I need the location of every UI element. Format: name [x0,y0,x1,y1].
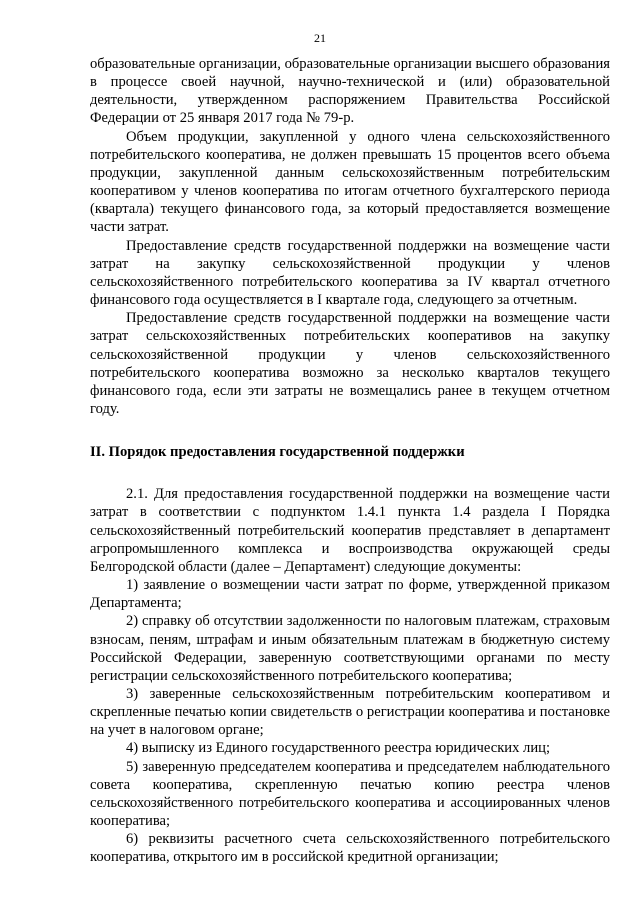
list-item: 4) выписку из Единого государственного реестра юридических лиц; [126,740,551,757]
paragraph: Предоставление средств государственной поддержки на возмещение части затрат на закупку сельскохозяйственной продукции у членов сельскохозяйственного потребительского кооператива за IV квартал отчетного финансового года осуществляется в I квартале года, следующего за отчетным. [90,237,610,309]
list-item: 6) реквизиты расчетного счета сельскохозяйственного потребительского кооператива, открытого им в российской кредитной организации; [90,831,610,866]
paragraphs-after-heading [90,485,610,866]
list-item: 5) заверенную председателем кооператива и председателем наблюдательного совета кооператива, скрепленную печатью копию реестра членов сельскохозяйственного потребительского кооператива и ассоциированных членов кооператива; [90,758,610,830]
list-item: 3) заверенные сельскохозяйственным потребительским кооперативом и скрепленные печатью копии свидетельств о регистрации кооператива и постановке на учет в налоговом органе; [90,686,610,739]
paragraph: Предоставление средств государственной поддержки на возмещение части затрат сельскохозяйственных потребительских кооперативов на закупку сельскохозяйственной продукции у членов сельскохозяйственного потребительского кооператива возможно за несколько кварталов текущего финансового года, если эти затраты не возмещались ранее в текущем отчетном году. [90,310,610,417]
list-item: 1) заявление о возмещении части затрат по форме, утвержденной приказом Департамента; [90,577,610,612]
paragraph: образовательные организации, образовательные организации высшего образования в процессе своей научной, научно-технической и (или) образовательной деятельности, утвержденном распоряжением Правительства Российской Федерации от 25 января 2017 года № 79-р. [90,56,610,127]
section-heading: II. Порядок предоставления государственной поддержки [90,444,465,461]
page-number: 21 [314,31,326,45]
list-item: 2) справку об отсутствии задолженности по налоговым платежам, страховым взносам, пеням, штрафам и иным обязательным платежам в бюджетную систему Российской Федерации, заверенную соответствующими органами по месту регистрации сельскохозяйственного потребительского кооператива; [90,613,610,684]
paragraphs-before-heading [90,55,610,418]
document-body [90,55,610,867]
paragraph: Объем продукции, закупленной у одного члена сельскохозяйственного потребительского кооператива, не должен превышать 15 процентов всего объема продукции, закупленной данным сельскохозяйственным потребительским кооперативом у членов кооператива по итогам отчетного бухгалтерского периода (квартала) текущего финансового года, за который предоставляется возмещение части затрат. [90,128,610,236]
paragraph: 2.1. Для предоставления государственной поддержки на возмещение части затрат в соответствии с подпунктом 1.4.1 пункта 1.4 раздела I Порядка сельскохозяйственный потребительский кооператив представляет в департамент агропромышленного комплекса и воспроизводства окружающей среды Белгородской области (далее – Департамент) следующие документы: [90,486,610,575]
